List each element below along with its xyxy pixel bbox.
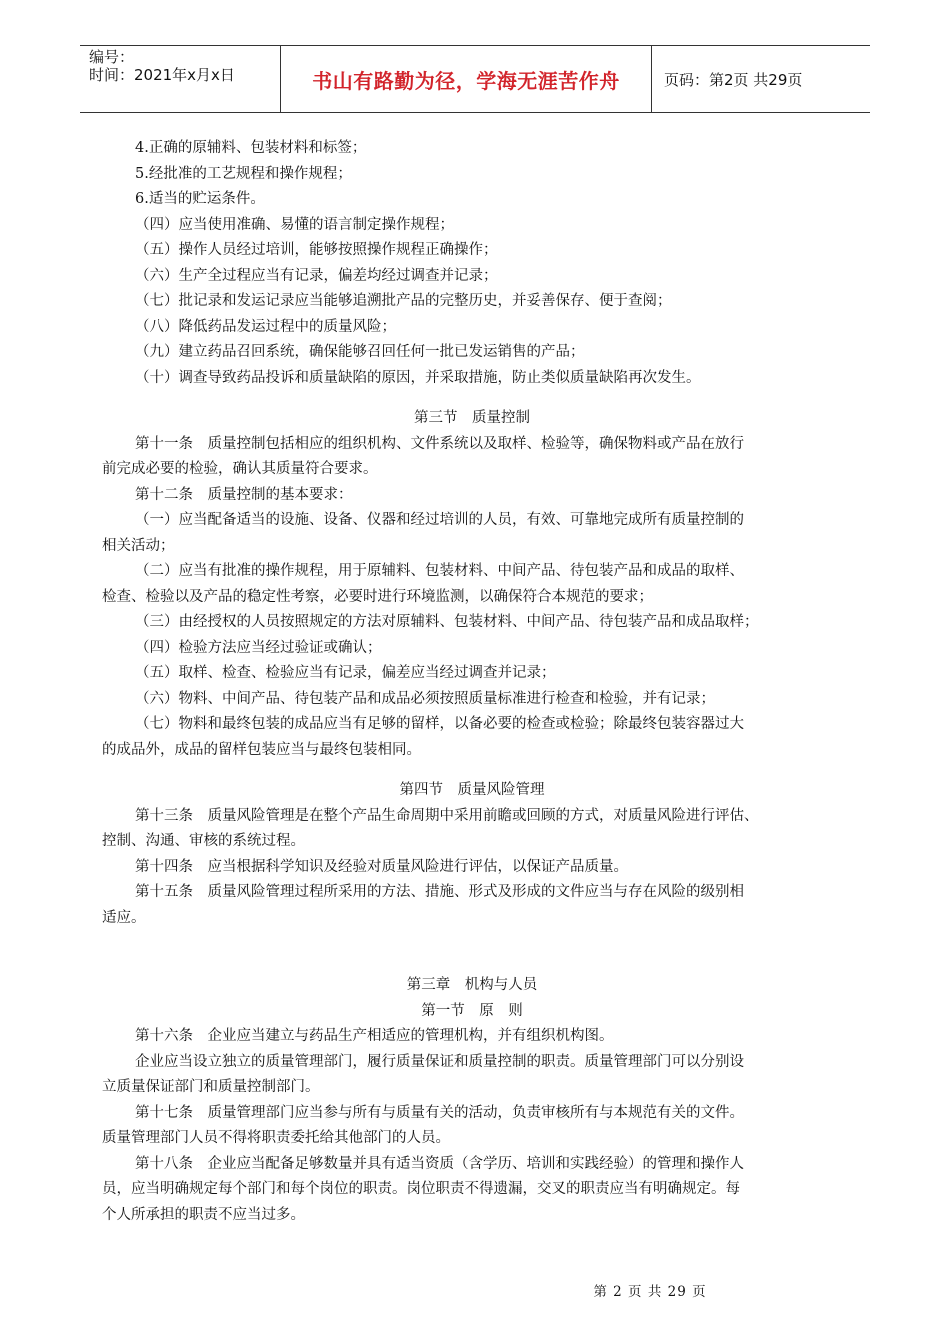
header-page-info: 页码：第2页 共29页 (664, 70, 803, 89)
page-footer: 第 2 页 共 29 页 (593, 1284, 707, 1300)
body-line: 前完成必要的检验，确认其质量符合要求。 (102, 461, 378, 477)
body-line: 第十三条 质量风险管理是在整个产品生命周期中采用前瞻或回顾的方式，对质量风险进行评估、 (135, 807, 759, 824)
body-line: 第十八条 企业应当配备足够数量并具有适当资质（含学历、培训和实践经验）的管理和操作人 (135, 1155, 744, 1172)
body-line: （十）调查导致药品投诉和质量缺陷的原因，并采取措施，防止类似质量缺陷再次发生。 (135, 369, 701, 386)
chapter-title: 第三章 机构与人员 (406, 977, 538, 993)
section-title: 第四节 质量风险管理 (399, 782, 545, 798)
body-line: 质量管理部门人员不得将职责委托给其他部门的人员。 (102, 1130, 450, 1146)
body-line: （六）物料、中间产品、待包装产品和成品必须按照质量标准进行检查和检验，并有记录； (135, 690, 715, 707)
body-line: （七）物料和最终包装的成品应当有足够的留样，以备必要的检查或检验；除最终包装容器过大 (135, 716, 744, 732)
document-time: 时间：2021年x月x日 (89, 66, 235, 84)
section-title: 第一节 原 则 (421, 1002, 523, 1019)
body-line: （七）批记录和发运记录应当能够追溯批产品的完整历史，并妥善保存、便于查阅； (135, 293, 672, 309)
body-line: 立质量保证部门和质量控制部门。 (102, 1079, 320, 1095)
body-line: （二）应当有批准的操作规程，用于原辅料、包装材料、中间产品、待包装产品和成品的取样、 (135, 563, 744, 579)
body-line: 第十四条 应当根据科学知识及经验对质量风险进行评估，以保证产品质量。 (135, 858, 628, 875)
body-line: 第十六条 企业应当建立与药品生产相适应的管理机构，并有组织机构图。 (135, 1028, 614, 1044)
body-line: （八）降低药品发运过程中的质量风险； (135, 318, 396, 335)
section-title: 第三节 质量控制 (414, 410, 530, 426)
body-line: 6.适当的贮运条件。 (135, 191, 265, 207)
body-line: 控制、沟通、审核的系统过程。 (102, 833, 305, 849)
body-line: 的成品外，成品的留样包装应当与最终包装相同。 (102, 741, 421, 758)
body-line: 相关活动； (102, 537, 175, 554)
document-body (102, 136, 842, 1228)
body-line: （五）取样、检查、检验应当有记录，偏差应当经过调查并记录； (135, 665, 556, 681)
body-line: 4.正确的原辅料、包装材料和标签； (135, 140, 367, 156)
body-line: 第十七条 质量管理部门应当参与所有与质量有关的活动，负责审核所有与本规范有关的文件。 (135, 1104, 744, 1121)
body-line: 适应。 (102, 909, 146, 926)
body-line: 个人所承担的职责不应当过多。 (102, 1206, 305, 1223)
body-line: 第十一条 质量控制包括相应的组织机构、文件系统以及取样、检验等，确保物料或产品在放行 (135, 435, 744, 452)
document-code-label: 编号： (89, 48, 135, 66)
body-line: （九）建立药品召回系统，确保能够召回任何一批已发运销售的产品； (135, 344, 585, 360)
body-line: （四）应当使用准确、易懂的语言制定操作规程； (135, 216, 454, 233)
body-line: （四）检验方法应当经过验证或确认； (135, 639, 382, 656)
body-line: 企业应当设立独立的质量管理部门，履行质量保证和质量控制的职责。质量管理部门可以分别设 (135, 1053, 744, 1070)
body-line: 5.经批准的工艺规程和操作规程； (135, 165, 352, 182)
body-line: （三）由经授权的人员按照规定的方法对原辅料、包装材料、中间产品、待包装产品和成品取样； (135, 614, 759, 630)
body-line: （六）生产全过程应当有记录，偏差均经过调查并记录； (135, 267, 498, 284)
body-line: （一）应当配备适当的设施、设备、仪器和经过培训的人员，有效、可靠地完成所有质量控制的 (135, 512, 744, 528)
body-line: 第十五条 质量风险管理过程所采用的方法、措施、形式及形成的文件应当与存在风险的级别相 (135, 884, 744, 900)
header-meta (80, 46, 280, 112)
body-line: （五）操作人员经过培训，能够按照操作规程正确操作； (135, 242, 498, 258)
page-header (80, 45, 870, 113)
header-motto: 书山有路勤为径，学海无涯苦作舟 (280, 46, 652, 112)
body-line: 员，应当明确规定每个部门和每个岗位的职责。岗位职责不得遗漏，交叉的职责应当有明确规定。每 (102, 1181, 740, 1197)
body-line: 检查、检验以及产品的稳定性考察，必要时进行环境监测，以确保符合本规范的要求； (102, 588, 653, 605)
body-line: 第十二条 质量控制的基本要求： (135, 486, 353, 503)
